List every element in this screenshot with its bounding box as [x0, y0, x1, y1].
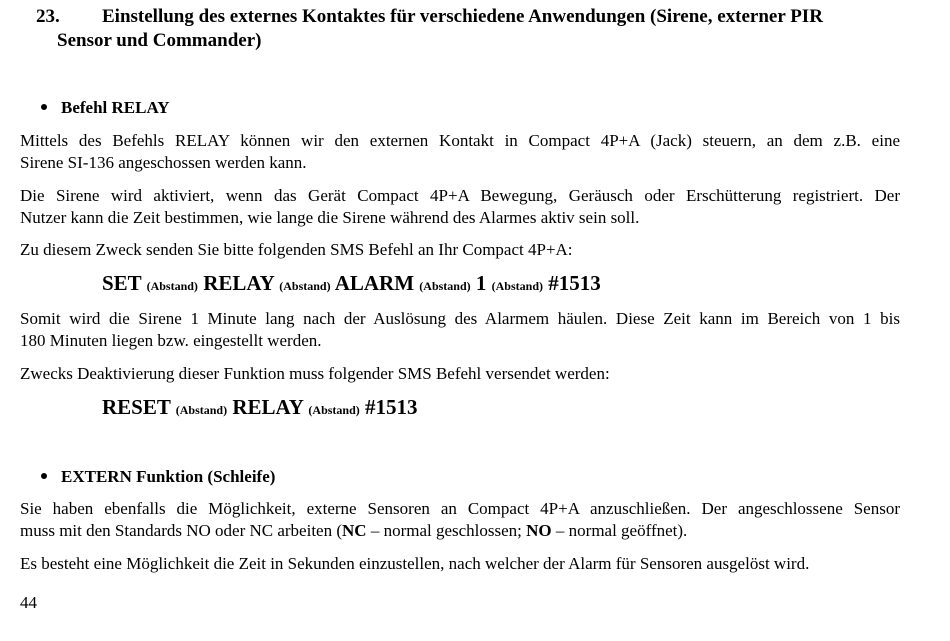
paragraph-line: Die Sirene wird aktiviert, wenn das Gerät Compact 4P+A Bewegung, Geräusch oder Erschütterung registriert. Der [20, 186, 900, 205]
paragraph-line: Mittels des Befehls RELAY können wir den externen Kontakt in Compact 4P+A (Jack) steuern, an dem z.B. eine [20, 131, 900, 150]
cmd-token: #1513 [548, 271, 601, 295]
paragraph-line: Somit wird die Sirene 1 Minute lang nach der Auslösung des Alarmem häulen. Diese Zeit kann im Bereich von 1 bis [20, 309, 900, 328]
text-run: muss mit den Standards NO oder NC arbeiten ( [20, 521, 342, 540]
paragraph-siren-duration [20, 308, 900, 352]
bullet-relay [41, 97, 169, 119]
cmd-spacer: (Abstand) [419, 279, 471, 293]
cmd-spacer: (Abstand) [308, 403, 360, 417]
cmd-spacer: (Abstand) [279, 279, 331, 293]
cmd-token: ALARM [334, 271, 415, 295]
paragraph-siren [20, 185, 900, 229]
paragraph-relay-intro [20, 130, 900, 174]
cmd-spacer: (Abstand) [146, 279, 198, 293]
paragraph-sms-instruction: Zu diesem Zweck senden Sie bitte folgenden SMS Befehl an Ihr Compact 4P+A: [20, 240, 573, 259]
paragraph-delay: Es besteht eine Möglichkeit die Zeit in Sekunden einzustellen, nach welcher der Alarm für Sensoren ausgelöst wird. [20, 554, 810, 573]
paragraph-external-sensors [20, 498, 900, 542]
bullet-dot-icon [41, 104, 47, 110]
paragraph-line: Sie haben ebenfalls die Möglichkeit, externe Sensoren an Compact 4P+A anzuschließen. Der angeschlossene Sensor [20, 499, 900, 518]
bullet-extern-label: EXTERN Funktion (Schleife) [61, 467, 276, 486]
text-run: – normal geschlossen; [366, 521, 527, 540]
cmd-token: SET [102, 271, 142, 295]
cmd-spacer: (Abstand) [491, 279, 543, 293]
section-number: 23. [36, 6, 60, 27]
text-run: – normal geöffnet). [551, 521, 688, 540]
cmd-token: RELAY [232, 395, 304, 419]
paragraph-line [20, 520, 900, 542]
no-label: NO [526, 521, 552, 540]
cmd-token: RELAY [203, 271, 274, 295]
bullet-dot-icon [41, 473, 47, 479]
paragraph-deactivation: Zwecks Deaktivierung dieser Funktion muss folgender SMS Befehl versendet werden: [20, 364, 610, 383]
page-number: 44 [20, 593, 37, 612]
sms-command-reset-relay [102, 394, 418, 423]
cmd-token: #1513 [365, 395, 418, 419]
bullet-extern [41, 466, 275, 488]
cmd-token: RESET [102, 395, 171, 419]
paragraph-line: Sirene SI-136 angeschossen werden kann. [20, 153, 307, 172]
bullet-relay-label: Befehl RELAY [61, 98, 170, 117]
paragraph-line: Nutzer kann die Zeit bestimmen, wie lange die Sirene während des Alarmes aktiv sein soll. [20, 208, 640, 227]
heading-line-1: Einstellung des externes Kontaktes für verschiedene Anwendungen (Sirene, externer PIR [102, 6, 823, 27]
heading-line-2: Sensor und Commander) [57, 30, 262, 51]
paragraph-line: 180 Minuten liegen bzw. eingestellt werden. [20, 331, 322, 350]
nc-label: NC [342, 521, 367, 540]
sms-command-set-relay [102, 270, 601, 299]
cmd-token: 1 [475, 271, 487, 295]
cmd-spacer: (Abstand) [175, 403, 228, 417]
